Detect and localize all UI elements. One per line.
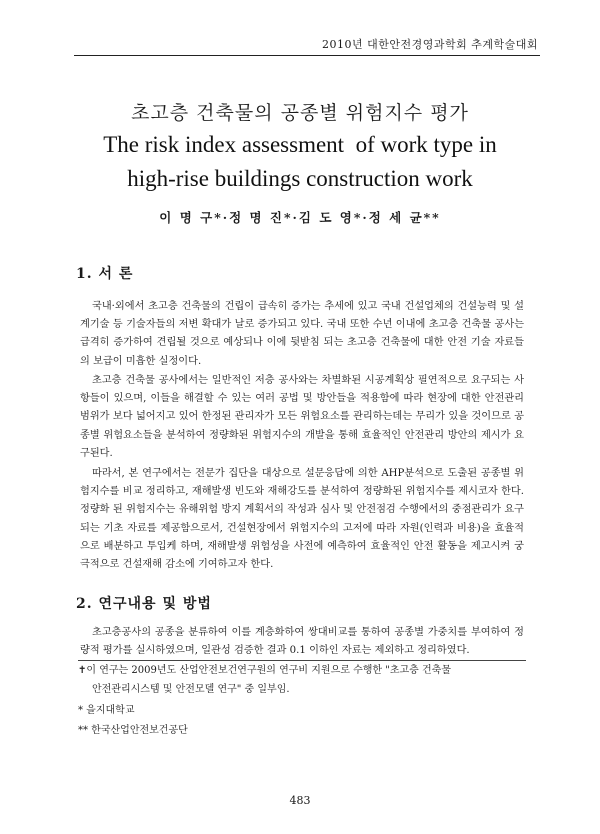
footnote-funding-line1: ✝이 연구는 2009년도 산업안전보건연구원의 연구비 지원으로 수행한 "초고층 건축물 [78,665,451,676]
header-rule [74,55,540,56]
section-heading-introduction: 1. 서 론 [76,266,134,282]
conference-header: 2010년 대한안전경영과학회 추계학술대회 [321,38,538,51]
intro-paragraph-1: 국내·외에서 초고층 건축물의 건립이 급속히 증가는 추세에 있고 국내 건설업체의 건설능력 및 설계기술 등 기술자들의 저변 확대가 날로 증가되고 있다. 국내 또한 수년 이내에 초고층 건축물 공사는 급격히 증가하여 견립될 것으로 예상되나 이에 뒷받침 되는 초고층 건축물에 대한 안전 기술 자료들의 보급이 미흡한 실정이다. [80,301,524,367]
title-english-line1: The risk index assessment of work type in [103,132,497,157]
title-english [0,128,600,196]
footnote-affiliation-2: ** 한국산업안전보건공단 [78,725,188,736]
intro-paragraph-2: 초고층 건축물 공사에서는 일반적인 저층 공사와는 차별화된 시공계획상 필연적으로 요구되는 사항들이 있으며, 이들을 해결할 수 있는 여러 공법 및 방안들을 적용함에 따라 현장에 대한 안전관리 범위가 보다 넓어지고 있어 한정된 관리자가 모든 위험요소를 관리하는데는 무리가 있을 것이므로 공종별 위험요소들을 분석하여 정량화된 위험지수의 개발을 통해 효율적인 안전관리 방안의 제시가 요구된다. [80,375,524,459]
footnote-affiliation-1: * 을지대학교 [78,705,135,716]
intro-paragraph-3: 따라서, 본 연구에서는 전문가 집단을 대상으로 설문응답에 의한 AHP분석으로 도출된 공종별 위험지수를 비교 정리하고, 재해발생 빈도와 재해강도를 분석하여 정량화된 위험지수를 제시코자 한다. 정량화 된 위험지수는 유해위험 방지 계획서의 작성과 심사 및 안전점검 수행에서의 중점관리가 요구되는 기초 자료를 제공함으로서, 건설현장에서 위험지수의 고저에 따라 자원(인력과 비용)을 효율적으로 배분하고 투입케 하며, 재해발생 위험성을 사전에 예측하여 효율적인 안전 활동을 제고시켜 궁극적으로 건설재해 감소에 기여하고자 한다. [80,468,524,571]
page-number: 483 [289,794,311,807]
authors: 이 명 구*·정 명 진*·김 도 영*·정 세 균** [159,210,441,225]
section-heading-methods: 2. 연구내용 및 방법 [76,596,212,612]
methods-paragraph-1: 초고층공사의 공종을 분류하여 이를 계층화하여 쌍대비교를 통하여 공종별 가중치를 부여하여 정량적 평가를 실시하였으며, 일관성 검증한 결과 0.1 이하인 자료는 제외하고 정리하였다. [80,627,524,657]
title-english-line2: high-rise buildings construction work [127,166,473,191]
title-korean: 초고층 건축물의 공종별 위험지수 평가 [131,102,469,124]
footnote-funding-line2: 안전관리시스템 및 안전모델 연구" 중 일부임. [92,684,290,695]
footnote-rule [78,660,526,661]
